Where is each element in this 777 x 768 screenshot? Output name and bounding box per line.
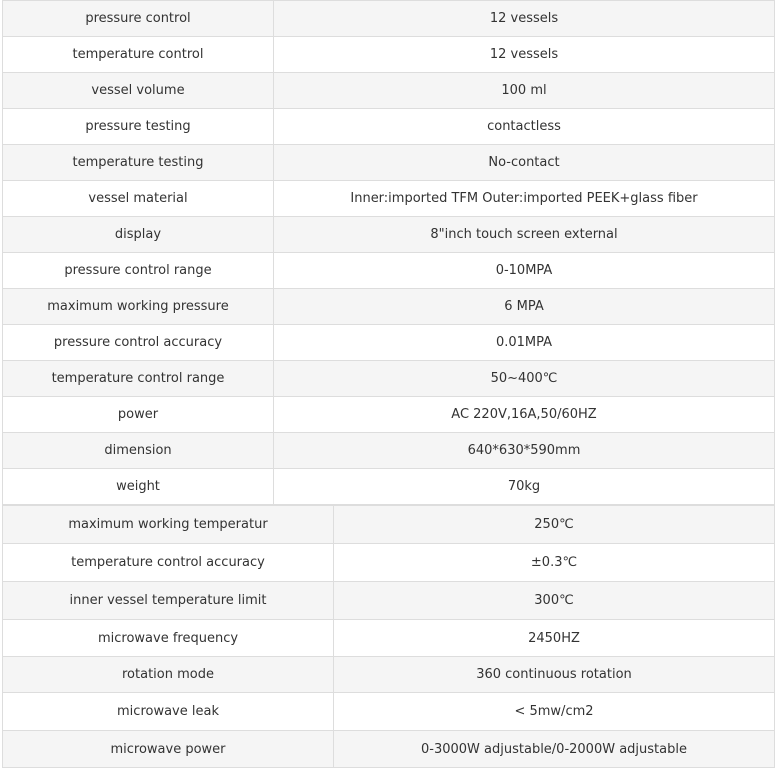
spec-value-cell: 100 ml [274, 73, 775, 109]
spec-value-cell: 360 continuous rotation [334, 657, 775, 693]
table-row [3, 289, 775, 325]
spec-table-primary [2, 0, 775, 505]
spec-value-cell: 50~400℃ [274, 361, 775, 397]
spec-value-cell: contactless [274, 109, 775, 145]
spec-value-cell: 0-10MPA [274, 253, 775, 289]
spec-label-cell: microwave power [3, 731, 334, 768]
table-row [3, 253, 775, 289]
spec-label-cell: vessel material [3, 181, 274, 217]
table-row [3, 217, 775, 253]
table-row [3, 620, 775, 657]
spec-value-cell: 300℃ [334, 582, 775, 620]
spec-label-cell: temperature control range [3, 361, 274, 397]
spec-value-cell: 640*630*590mm [274, 433, 775, 469]
spec-value-cell: ±0.3℃ [334, 544, 775, 582]
spec-label-cell: maximum working pressure [3, 289, 274, 325]
spec-value-cell: 0-3000W adjustable/0-2000W adjustable [334, 731, 775, 768]
table-row [3, 731, 775, 768]
spec-value-cell: AC 220V,16A,50/60HZ [274, 397, 775, 433]
table-row [3, 582, 775, 620]
table-row [3, 1, 775, 37]
spec-label-cell: dimension [3, 433, 274, 469]
spec-label-cell: pressure control accuracy [3, 325, 274, 361]
table-row [3, 361, 775, 397]
table-row [3, 181, 775, 217]
spec-value-cell: No-contact [274, 145, 775, 181]
spec-label-cell: rotation mode [3, 657, 334, 693]
spec-label-cell: weight [3, 469, 274, 505]
table-row [3, 506, 775, 544]
spec-value-cell: 70kg [274, 469, 775, 505]
table-row [3, 693, 775, 731]
table-row [3, 73, 775, 109]
spec-label-cell: microwave frequency [3, 620, 334, 657]
spec-value-cell: 12 vessels [274, 1, 775, 37]
table-row [3, 397, 775, 433]
table-row [3, 145, 775, 181]
spec-value-cell: < 5mw/cm2 [334, 693, 775, 731]
table-row [3, 469, 775, 505]
table-row [3, 325, 775, 361]
spec-label-cell: temperature control accuracy [3, 544, 334, 582]
spec-label-cell: power [3, 397, 274, 433]
spec-label-cell: temperature control [3, 37, 274, 73]
spec-label-cell: maximum working temperatur [3, 506, 334, 544]
table-row [3, 433, 775, 469]
table-row [3, 109, 775, 145]
table-row [3, 544, 775, 582]
spec-label-cell: pressure control range [3, 253, 274, 289]
table-row [3, 657, 775, 693]
spec-value-cell: 12 vessels [274, 37, 775, 73]
spec-table-secondary [2, 505, 775, 768]
spec-value-cell: 2450HZ [334, 620, 775, 657]
spec-label-cell: pressure testing [3, 109, 274, 145]
spec-label-cell: display [3, 217, 274, 253]
spec-value-cell: 250℃ [334, 506, 775, 544]
spec-value-cell: 6 MPA [274, 289, 775, 325]
spec-label-cell: pressure control [3, 1, 274, 37]
spec-value-cell: 8"inch touch screen external [274, 217, 775, 253]
spec-label-cell: inner vessel temperature limit [3, 582, 334, 620]
spec-label-cell: microwave leak [3, 693, 334, 731]
spec-label-cell: vessel volume [3, 73, 274, 109]
spec-value-cell: Inner:imported TFM Outer:imported PEEK+glass fiber [274, 181, 775, 217]
spec-value-cell: 0.01MPA [274, 325, 775, 361]
spec-label-cell: temperature testing [3, 145, 274, 181]
table-row [3, 37, 775, 73]
